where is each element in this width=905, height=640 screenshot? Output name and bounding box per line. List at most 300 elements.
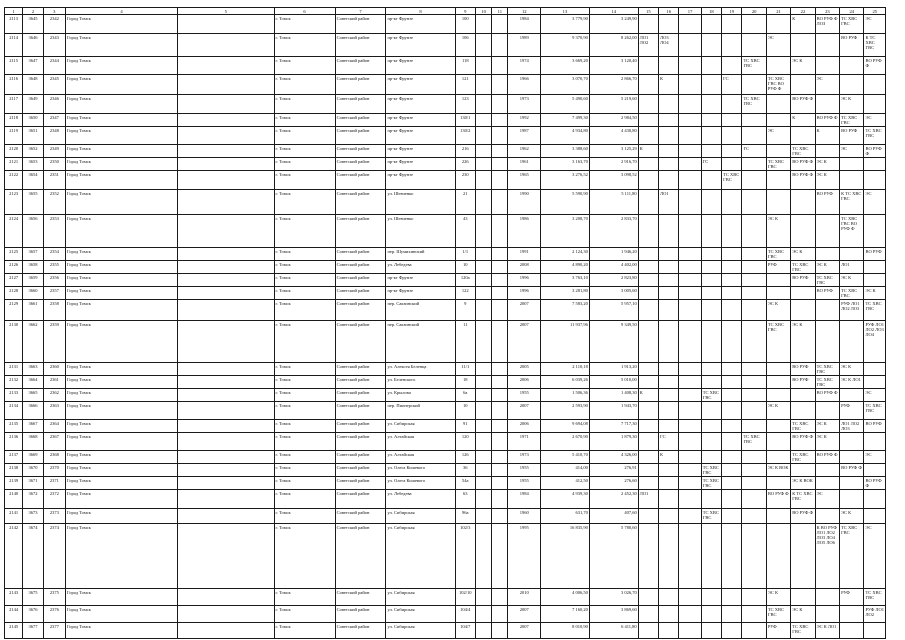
table-cell: ЭС <box>815 75 839 95</box>
table-cell <box>679 464 701 477</box>
table-cell: 276,91 <box>589 464 638 477</box>
table-cell <box>742 363 766 376</box>
table-cell: ул. Олега Кошевого <box>386 464 455 477</box>
table-cell: 63 <box>455 490 475 509</box>
table-cell: Советский район <box>335 15 386 34</box>
table-cell <box>722 261 742 274</box>
table-cell: ЭС К ВОК <box>766 464 790 477</box>
table-cell <box>638 402 658 420</box>
table-cell: 2375 <box>43 589 65 606</box>
table-cell: 5 410,70 <box>541 451 590 464</box>
table-cell <box>722 287 742 300</box>
table-cell: ТС ХВС ГВС <box>701 464 721 477</box>
table-cell <box>701 114 721 127</box>
table-cell: 3672 <box>23 490 43 509</box>
table-cell <box>742 376 766 389</box>
table-cell: Город Томск <box>66 34 178 57</box>
table-cell: ЭС <box>864 114 886 127</box>
table-cell <box>722 402 742 420</box>
table-cell: ул. Беленского <box>386 376 455 389</box>
table-cell: 2114 <box>5 34 23 57</box>
table-cell <box>815 321 839 363</box>
table-cell: 1971 <box>508 433 541 451</box>
table-cell: Город Томск <box>66 606 178 623</box>
table-cell: 2 110,18 <box>541 363 590 376</box>
table-cell: ВО РУФ Ф <box>864 57 886 75</box>
table-cell: ЭС К <box>791 321 815 363</box>
table-cell: 1965 <box>508 171 541 190</box>
table-cell: РУФ <box>766 261 790 274</box>
table-cell: Город Томск <box>66 114 178 127</box>
table-cell <box>722 57 742 75</box>
table-cell <box>791 127 815 145</box>
table-cell <box>177 606 274 623</box>
table-cell: 3661 <box>23 300 43 321</box>
table-cell: Город Томск <box>66 261 178 274</box>
table-cell: ул. Алексея Беленца <box>386 363 455 376</box>
table-cell <box>742 34 766 57</box>
table-cell <box>659 363 679 376</box>
table-cell: Город Томск <box>66 171 178 190</box>
table-cell: ТС ХВС ГВС <box>766 321 790 363</box>
table-cell <box>840 451 864 464</box>
table-cell: 10 <box>455 261 475 274</box>
table-cell: ул. Сибирская <box>386 589 455 606</box>
table-cell: 8 262,00 <box>589 34 638 57</box>
table-cell <box>742 171 766 190</box>
table-cell: 3 669,20 <box>541 57 590 75</box>
table-cell: ТС ХВС ГВС <box>815 363 839 376</box>
table-cell <box>864 274 886 287</box>
table-cell: 3669 <box>23 451 43 464</box>
table-cell <box>701 321 721 363</box>
table-cell: г. Томск <box>274 606 335 623</box>
table-cell: 3677 <box>23 623 43 639</box>
table-cell: 3663 <box>23 363 43 376</box>
table-cell: 9 370,90 <box>541 34 590 57</box>
table-cell <box>475 95 491 114</box>
table-cell: 100 <box>455 15 475 34</box>
table-cell <box>815 57 839 75</box>
table-cell <box>701 145 721 158</box>
table-cell <box>659 15 679 34</box>
table-cell <box>475 300 491 321</box>
table-cell: 16 835,90 <box>541 524 590 589</box>
table-row <box>5 261 886 274</box>
table-cell: Город Томск <box>66 363 178 376</box>
table-cell <box>742 127 766 145</box>
column-number-cell: 18 <box>701 8 721 15</box>
table-row <box>5 34 886 57</box>
table-cell: пр-кт Фрунзе <box>386 287 455 300</box>
table-cell <box>864 215 886 248</box>
table-cell <box>742 589 766 606</box>
table-cell <box>722 363 742 376</box>
table-cell <box>701 75 721 95</box>
table-cell: г. Томск <box>274 451 335 464</box>
table-cell <box>701 287 721 300</box>
table-cell: 2007 <box>508 606 541 623</box>
table-cell: 407,60 <box>589 509 638 524</box>
table-cell <box>679 509 701 524</box>
table-cell: ТС ХВС ГВС <box>742 95 766 114</box>
table-cell: 1/1 <box>455 248 475 261</box>
table-cell: Советский район <box>335 420 386 433</box>
table-cell <box>638 127 658 145</box>
table-cell <box>722 490 742 509</box>
table-cell: 2117 <box>5 95 23 114</box>
table-cell: 1996 <box>508 274 541 287</box>
table-cell: 2363 <box>43 402 65 420</box>
table-cell: 3650 <box>23 114 43 127</box>
table-cell: Советский район <box>335 606 386 623</box>
table-cell <box>475 433 491 451</box>
table-cell <box>475 114 491 127</box>
table-cell: 3656 <box>23 215 43 248</box>
table-cell <box>766 509 790 524</box>
table-cell: 2349 <box>43 145 65 158</box>
table-cell: ТС ХВС ГВС <box>815 376 839 389</box>
table-cell: 130/1 <box>455 114 475 127</box>
table-cell <box>492 114 508 127</box>
table-cell <box>766 524 790 589</box>
table-cell: 3662 <box>23 321 43 363</box>
table-cell <box>475 376 491 389</box>
table-cell: 7 717,30 <box>589 420 638 433</box>
table-cell <box>475 420 491 433</box>
table-cell <box>492 477 508 490</box>
table-cell: 2355 <box>43 261 65 274</box>
column-number-cell: 14 <box>589 8 638 15</box>
table-cell: 2 452,30 <box>589 490 638 509</box>
table-cell <box>679 477 701 490</box>
table-cell <box>742 300 766 321</box>
table-cell: г. Томск <box>274 145 335 158</box>
table-cell: 3658 <box>23 261 43 274</box>
table-cell: ЛО1 ЛО2 <box>638 34 658 57</box>
table-cell: ТС ХВС ГВС <box>864 127 886 145</box>
table-cell: пр-кт Фрунзе <box>386 127 455 145</box>
table-cell <box>791 190 815 215</box>
column-number-cell: 5 <box>177 8 274 15</box>
column-number-cell: 4 <box>66 8 178 15</box>
table-cell <box>638 114 658 127</box>
table-cell <box>475 127 491 145</box>
table-cell: пер. Пионерский <box>386 402 455 420</box>
table-cell <box>701 261 721 274</box>
table-cell: 5 219,60 <box>589 95 638 114</box>
table-cell <box>722 15 742 34</box>
table-cell <box>815 402 839 420</box>
table-cell: ВО РУФ Ф <box>791 509 815 524</box>
table-cell: ЭС К <box>815 158 839 171</box>
table-cell <box>659 321 679 363</box>
table-cell: пер. Шумихинский <box>386 248 455 261</box>
table-cell: г. Томск <box>274 524 335 589</box>
table-cell: 2129 <box>5 300 23 321</box>
table-cell <box>638 190 658 215</box>
table-cell: 2132 <box>5 376 23 389</box>
table-cell <box>177 95 274 114</box>
table-cell: ВО РУФ <box>791 363 815 376</box>
table-cell <box>864 433 886 451</box>
table-cell <box>701 524 721 589</box>
table-cell: г. Томск <box>274 490 335 509</box>
table-row <box>5 190 886 215</box>
table-cell <box>659 274 679 287</box>
housing-register-table <box>4 7 886 639</box>
table-cell <box>638 433 658 451</box>
table-cell: Советский район <box>335 589 386 606</box>
table-cell: РУФ ЛО1 ЛО2 <box>864 606 886 623</box>
table-cell <box>638 606 658 623</box>
table-cell: 3668 <box>23 433 43 451</box>
table-cell <box>638 623 658 639</box>
table-cell <box>177 623 274 639</box>
table-cell <box>659 215 679 248</box>
table-cell <box>475 158 491 171</box>
table-cell: 1 943,70 <box>589 402 638 420</box>
table-cell: Город Томск <box>66 300 178 321</box>
table-cell <box>679 171 701 190</box>
table-cell: Город Томск <box>66 509 178 524</box>
table-cell <box>815 477 839 490</box>
table-cell: ГС <box>742 145 766 158</box>
table-cell: 3 276,52 <box>541 171 590 190</box>
table-cell: ВО РУФ Ф <box>791 158 815 171</box>
table-cell: ТС ХВС ГВС ВО РУФ Ф <box>766 75 790 95</box>
table-cell: ТС ХВС ГВС <box>815 274 839 287</box>
table-cell: 122 <box>455 287 475 300</box>
table-cell <box>722 190 742 215</box>
table-cell: 216 <box>455 145 475 158</box>
table-cell <box>177 433 274 451</box>
table-cell: ЭС К ВОК <box>791 477 815 490</box>
table-cell <box>177 145 274 158</box>
table-cell: ул. Сибирская <box>386 606 455 623</box>
table-cell: Советский район <box>335 451 386 464</box>
table-cell: ТС ХВС ГВС <box>840 15 864 34</box>
table-cell: 4 939,30 <box>541 490 590 509</box>
table-cell <box>766 376 790 389</box>
table-cell <box>840 321 864 363</box>
table-cell <box>659 389 679 402</box>
table-cell <box>177 589 274 606</box>
table-cell <box>492 287 508 300</box>
table-cell: Город Томск <box>66 158 178 171</box>
table-cell: Советский район <box>335 363 386 376</box>
table-cell: Советский район <box>335 274 386 287</box>
table-cell: 1955 <box>508 464 541 477</box>
table-cell <box>492 490 508 509</box>
table-cell: 3 005,60 <box>589 287 638 300</box>
table-cell <box>766 451 790 464</box>
table-cell <box>492 623 508 639</box>
table-cell: г. Томск <box>274 477 335 490</box>
register-sheet <box>4 7 886 634</box>
table-cell: г. Томск <box>274 623 335 639</box>
table-cell <box>492 606 508 623</box>
table-cell: 2007 <box>508 300 541 321</box>
table-cell: 1955 <box>508 389 541 402</box>
table-cell: 3654 <box>23 171 43 190</box>
table-cell <box>722 34 742 57</box>
table-cell: 2007 <box>508 321 541 363</box>
table-cell <box>815 215 839 248</box>
table-row <box>5 57 886 75</box>
table-cell: ЛО1 <box>638 490 658 509</box>
table-cell: 2121 <box>5 158 23 171</box>
table-cell <box>742 606 766 623</box>
table-cell <box>638 589 658 606</box>
column-number-cell: 10 <box>475 8 491 15</box>
table-cell <box>722 114 742 127</box>
table-cell <box>679 34 701 57</box>
table-cell <box>701 171 721 190</box>
table-cell <box>492 248 508 261</box>
table-cell: 2368 <box>43 451 65 464</box>
table-cell: 1992 <box>508 114 541 127</box>
table-cell: 1955 <box>508 477 541 490</box>
table-cell <box>766 95 790 114</box>
table-cell: ВО РУФ Ф <box>840 464 864 477</box>
table-cell <box>742 509 766 524</box>
table-cell: 412,50 <box>541 477 590 490</box>
table-cell: 4 006,50 <box>541 589 590 606</box>
table-row <box>5 321 886 363</box>
table-cell <box>679 363 701 376</box>
table-cell <box>177 464 274 477</box>
table-cell: 2133 <box>5 389 23 402</box>
table-cell: ул. Сибирская <box>386 509 455 524</box>
table-cell <box>742 420 766 433</box>
table-cell: 121 <box>455 75 475 95</box>
table-cell: 3665 <box>23 389 43 402</box>
table-cell: г. Томск <box>274 34 335 57</box>
table-row <box>5 95 886 114</box>
table-cell <box>659 261 679 274</box>
table-cell <box>177 376 274 389</box>
table-cell: 2119 <box>5 127 23 145</box>
table-cell <box>766 287 790 300</box>
table-cell: пр-кт Фрунзе <box>386 57 455 75</box>
table-cell <box>701 300 721 321</box>
table-cell: г. Томск <box>274 75 335 95</box>
table-cell <box>742 215 766 248</box>
table-cell: 2348 <box>43 127 65 145</box>
column-number-cell: 21 <box>766 8 790 15</box>
table-cell <box>492 158 508 171</box>
table-cell <box>679 490 701 509</box>
table-cell <box>492 190 508 215</box>
table-cell <box>659 300 679 321</box>
table-cell: Город Томск <box>66 389 178 402</box>
table-cell <box>791 215 815 248</box>
table-cell: Советский район <box>335 145 386 158</box>
table-cell: ЭС <box>864 524 886 589</box>
table-cell: 3 163,70 <box>541 158 590 171</box>
table-cell: Советский район <box>335 127 386 145</box>
table-cell <box>638 524 658 589</box>
table-cell <box>864 261 886 274</box>
table-cell <box>492 127 508 145</box>
table-cell: пр-кт Фрунзе <box>386 34 455 57</box>
table-cell: г. Томск <box>274 158 335 171</box>
table-cell <box>815 95 839 114</box>
table-cell: 4 934,80 <box>541 127 590 145</box>
table-cell: 18 <box>455 376 475 389</box>
table-cell <box>766 145 790 158</box>
table-cell <box>701 15 721 34</box>
table-cell: ЛО1 ЛО2 ЛО3 <box>840 420 864 433</box>
table-cell: 2377 <box>43 623 65 639</box>
table-cell: 2361 <box>43 376 65 389</box>
table-cell: Советский район <box>335 300 386 321</box>
table-cell <box>742 190 766 215</box>
table-cell: ЭС К ЛО1 <box>840 376 864 389</box>
table-cell: ЭС К <box>766 215 790 248</box>
table-cell <box>701 363 721 376</box>
table-cell <box>701 402 721 420</box>
table-cell: ЭС К <box>815 171 839 190</box>
table-cell <box>492 215 508 248</box>
table-cell: пр-кт Фрунзе <box>386 171 455 190</box>
table-cell <box>791 389 815 402</box>
table-cell: К ТС ХВС ГВС <box>791 490 815 509</box>
table-cell: пр-кт Фрунзе <box>386 274 455 287</box>
table-cell <box>492 589 508 606</box>
table-cell: 3 763,10 <box>541 274 590 287</box>
table-cell <box>177 261 274 274</box>
table-cell <box>492 274 508 287</box>
table-cell <box>177 57 274 75</box>
table-cell: ЭС <box>864 190 886 215</box>
table-cell: Город Томск <box>66 623 178 639</box>
table-cell: 2005 <box>508 363 541 376</box>
table-cell: Город Томск <box>66 190 178 215</box>
table-cell: г. Томск <box>274 376 335 389</box>
table-cell: 3 249,90 <box>589 15 638 34</box>
table-cell <box>701 490 721 509</box>
table-row <box>5 287 886 300</box>
table-cell <box>742 287 766 300</box>
table-cell: 3649 <box>23 95 43 114</box>
table-cell <box>791 464 815 477</box>
column-number-cell: 20 <box>742 8 766 15</box>
table-row <box>5 127 886 145</box>
column-number-cell: 17 <box>679 8 701 15</box>
table-cell: ул. Алтайская <box>386 433 455 451</box>
table-cell: 9 <box>455 300 475 321</box>
table-cell <box>815 300 839 321</box>
table-cell: 2139 <box>5 477 23 490</box>
table-cell <box>864 171 886 190</box>
table-cell <box>638 158 658 171</box>
table-cell: ТС ХВС ГВС <box>791 145 815 158</box>
table-cell: 2359 <box>43 321 65 363</box>
table-cell <box>659 376 679 389</box>
table-cell: Советский район <box>335 464 386 477</box>
table-cell <box>766 114 790 127</box>
table-cell <box>742 158 766 171</box>
table-cell: 2145 <box>5 623 23 639</box>
table-cell <box>177 274 274 287</box>
table-cell: 2374 <box>43 524 65 589</box>
table-cell <box>475 145 491 158</box>
table-cell: Советский район <box>335 524 386 589</box>
table-cell: 6 411,80 <box>589 623 638 639</box>
table-cell <box>475 215 491 248</box>
